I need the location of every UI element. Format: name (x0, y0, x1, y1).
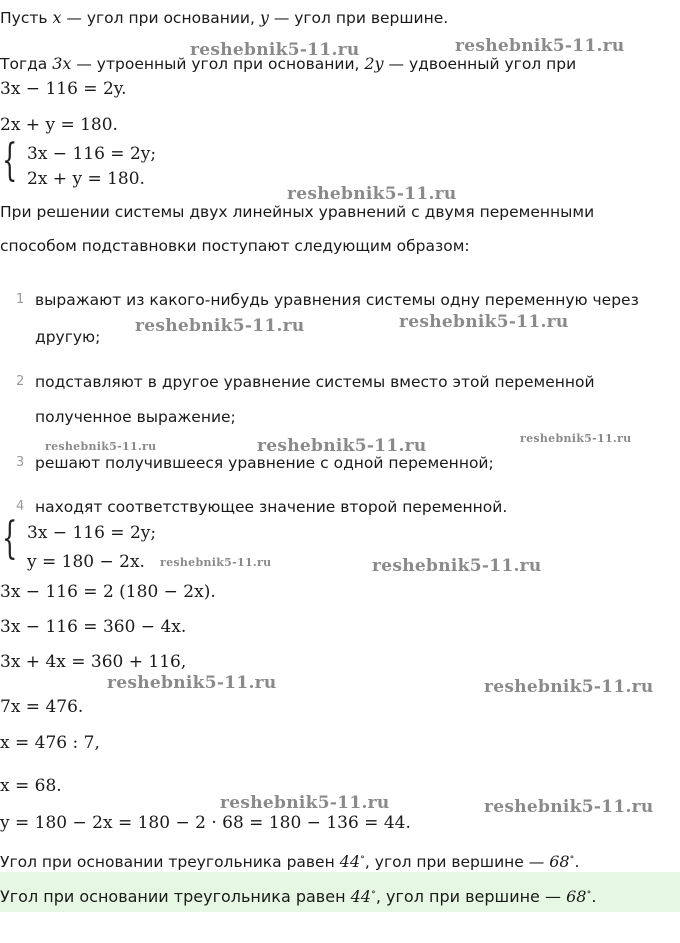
step-1-line-2: другую; (35, 328, 101, 346)
watermark: reshebnik5-11.ru (135, 316, 305, 336)
watermark: reshebnik5-11.ru (520, 432, 632, 445)
step-2-line-1: подставляют в другое уравнение системы вместо этой переменной (35, 373, 595, 391)
equation-2: 2x + y = 180. (0, 115, 118, 135)
watermark: reshebnik5-11.ru (220, 793, 390, 813)
watermark: reshebnik5-11.ru (287, 184, 457, 204)
answer-highlight-text: Угол при основании треугольника равен 44∘, угол при вершине — 68∘. (0, 887, 597, 906)
system-brace-1: { (2, 135, 18, 186)
watermark: reshebnik5-11.ru (190, 40, 360, 60)
system-2-eq-a: 3x − 116 = 2y; (27, 523, 157, 543)
watermark: reshebnik5-11.ru (45, 440, 157, 453)
step-number: 3 (16, 455, 25, 470)
step-2-line-2: полученное выражение; (35, 408, 236, 426)
equation-3: 3x − 116 = 2 (180 − 2x). (0, 582, 216, 602)
watermark: reshebnik5-11.ru (160, 556, 272, 569)
system-1-eq-a: 3x − 116 = 2y; (27, 144, 157, 164)
watermark: reshebnik5-11.ru (455, 36, 625, 56)
intro-line-1: Пусть x — угол при основании, y — угол при вершине. (0, 8, 449, 27)
equation-5: 3x + 4x = 360 + 116, (0, 652, 187, 672)
watermark: reshebnik5-11.ru (399, 312, 569, 332)
equation-6: 7x = 476. (0, 697, 84, 717)
step-number: 2 (16, 374, 25, 389)
equation-1: 3x − 116 = 2y. (0, 79, 127, 99)
system-1-eq-b: 2x + y = 180. (27, 169, 145, 189)
equation-9: y = 180 − 2x = 180 − 2 · 68 = 180 − 136 = 44. (0, 813, 411, 833)
method-paragraph-line-1: При решении системы двух линейных уравнений с двумя переменными (0, 203, 595, 221)
watermark: reshebnik5-11.ru (372, 556, 542, 576)
watermark: reshebnik5-11.ru (107, 673, 277, 693)
method-paragraph-line-2: способом подставновки поступают следующим образом: (0, 237, 470, 255)
watermark: reshebnik5-11.ru (484, 797, 654, 817)
watermark: reshebnik5-11.ru (257, 436, 427, 456)
step-3-line-1: решают получившееся уравнение с одной переменной; (35, 454, 494, 472)
answer-line: Угол при основании треугольника равен 44∘, угол при вершине — 68∘. (0, 852, 580, 871)
step-1-line-1: выражают из какого-нибудь уравнения системы одну переменную через (35, 291, 639, 309)
equation-7: x = 476 : 7, (0, 733, 100, 753)
system-2-eq-b: y = 180 − 2x. (27, 552, 145, 572)
intro-line-2: Тогда 3x — утроенный угол при основании, 2y — удвоенный угол при (0, 54, 577, 73)
equation-8: x = 68. (0, 776, 62, 796)
step-number: 4 (16, 499, 25, 514)
system-brace-2: { (2, 513, 18, 564)
equation-4: 3x − 116 = 360 − 4x. (0, 617, 187, 637)
step-4-line-1: находят соответствующее значение второй переменной. (35, 498, 508, 516)
step-number: 1 (16, 292, 25, 307)
watermark: reshebnik5-11.ru (484, 677, 654, 697)
